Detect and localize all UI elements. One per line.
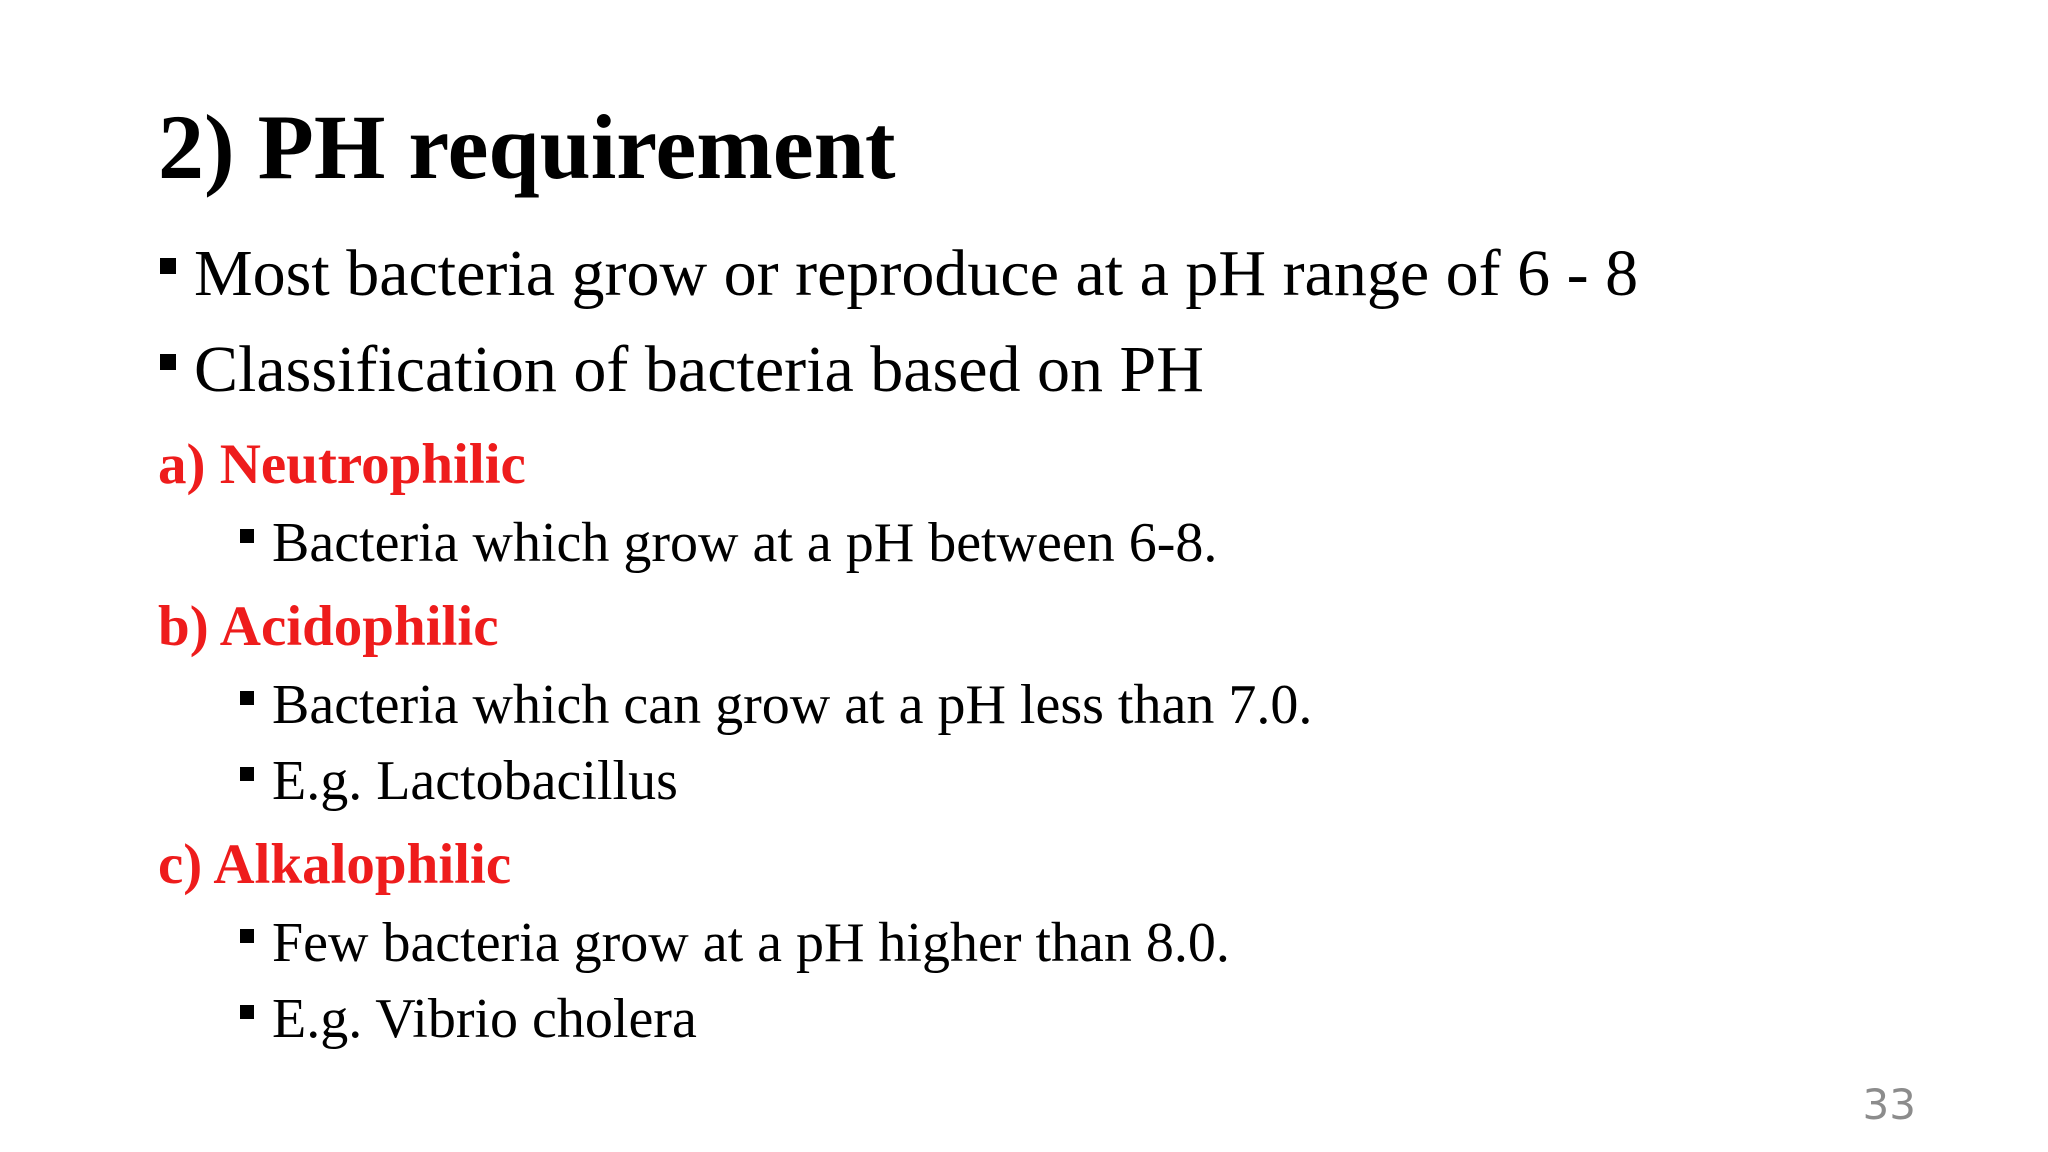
bullet-item [160,234,1638,314]
square-bullet-icon [160,354,176,370]
page-number: 33 [1862,1080,1916,1129]
category-heading-neutrophilic: a) Neutrophilic [158,433,526,496]
sub-bullet-text: Bacteria which grow at a pH between 6-8. [272,512,1218,574]
sub-bullet-item [240,508,1217,578]
sub-bullet-text: Bacteria which can grow at a pH less than 7.0. [272,674,1313,736]
category-heading-acidophilic: b) Acidophilic [158,595,499,658]
sub-bullet-item [240,984,697,1054]
sub-bullet-text: E.g. Lactobacillus [272,750,678,812]
category-heading-alkalophilic: c) Alkalophilic [158,833,512,896]
slide-title: 2) PH requirement [158,96,896,198]
bullet-text: Classification of bacteria based on PH [194,333,1204,406]
square-bullet-icon [240,529,254,543]
square-bullet-icon [240,767,254,781]
square-bullet-icon [240,1005,254,1019]
sub-bullet-text: Few bacteria grow at a pH higher than 8.0. [272,912,1230,974]
square-bullet-icon [240,691,254,705]
bullet-item [160,330,1204,410]
sub-bullet-item [240,908,1230,978]
square-bullet-icon [240,929,254,943]
sub-bullet-text: E.g. Vibrio cholera [272,988,697,1050]
square-bullet-icon [160,258,176,274]
sub-bullet-item [240,746,678,816]
bullet-text: Most bacteria grow or reproduce at a pH range of 6 - 8 [194,237,1639,310]
sub-bullet-item [240,670,1312,740]
